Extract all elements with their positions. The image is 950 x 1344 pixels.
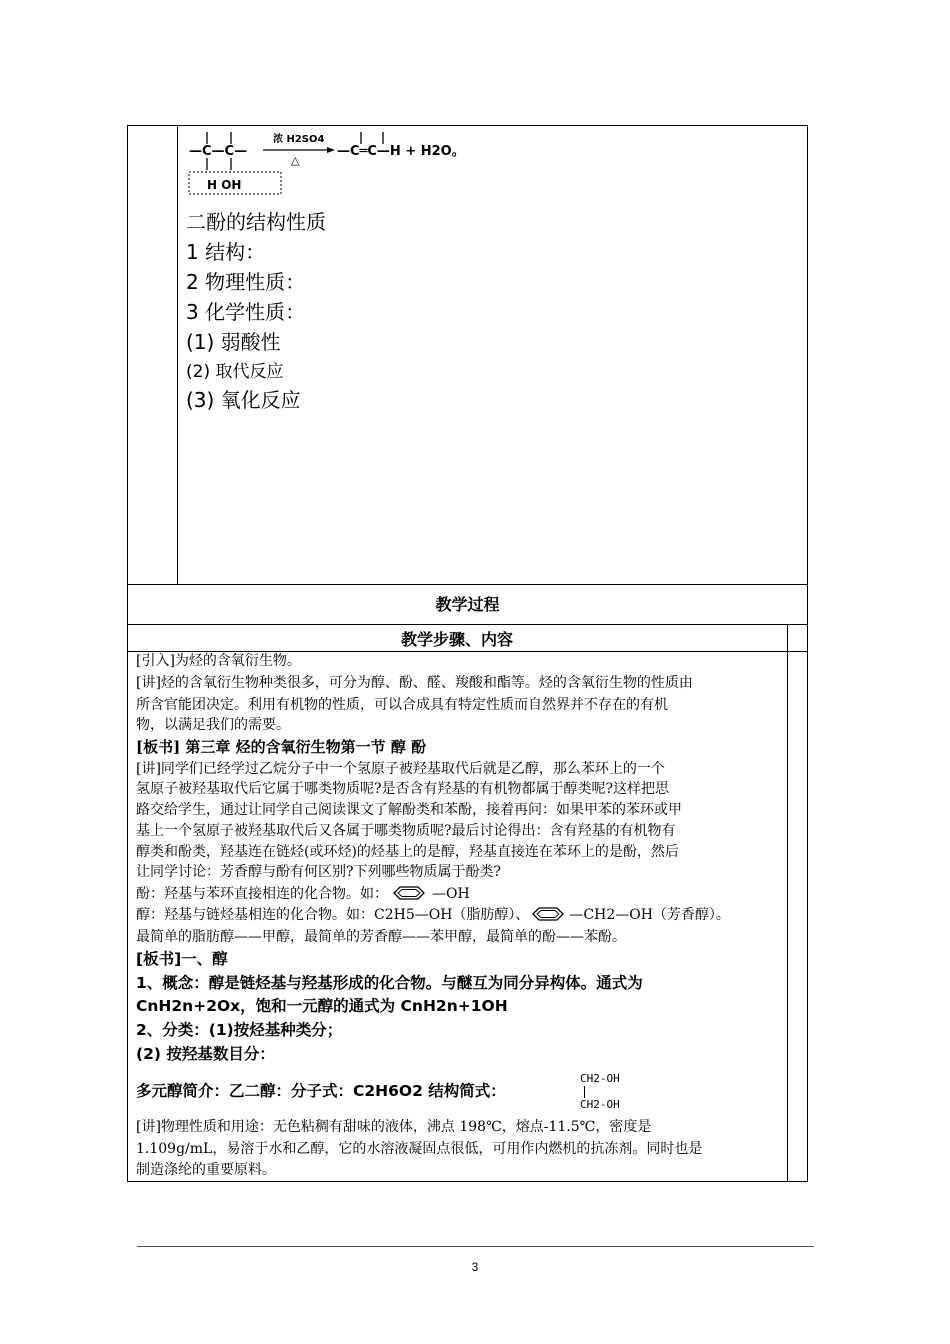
item-chemical: 3 化学性质：	[186, 300, 306, 324]
line-lecture-9: 让同学讨论：芳香醇与酚有何区别?下列哪些物质属于酚类?	[136, 864, 502, 880]
phenol-heading: 二酚的结构性质	[186, 210, 326, 234]
row-divider-1	[127, 584, 808, 585]
aromatic-alcohol-text: —CH2—OH（芳香醇）。	[569, 907, 730, 923]
phenol-def-text: 酚：羟基与苯环直接相连的化合物。如：	[136, 886, 388, 902]
ethylene-glycol-structure	[580, 1072, 640, 1116]
table-border-bottom	[127, 1181, 808, 1182]
line-board-chapter: [板书] 第三章 烃的含氧衍生物第一节 醇 酚	[136, 738, 427, 756]
svg-text:浓 H2SO4: 浓 H2SO4	[273, 134, 325, 145]
benzene-ring-icon	[388, 886, 432, 900]
section-title: 教学过程	[435, 595, 500, 614]
row-divider-2	[127, 624, 808, 625]
svg-text:—C—C—: —C—C—	[189, 144, 248, 159]
svg-text:H OH: H OH	[207, 178, 242, 192]
col-divider-a	[787, 624, 788, 1182]
line-properties-1: [讲]物理性质和用途：无色粘稠有甜味的液体，沸点 198℃，熔点-11.5℃，密度是	[136, 1119, 652, 1135]
reaction-drawing	[185, 128, 485, 200]
item-weak-acid: (1) 弱酸性	[186, 330, 281, 354]
structure-bond	[584, 1086, 585, 1098]
line-properties-2: 1.109g/mL，易溶于水和乙醇，它的水溶液凝固点很低，可用作内燃机的抗冻剂。同时也是	[136, 1141, 703, 1157]
line-lecture-8: 醇类和酚类，羟基连在链烃(或环烃)的烃基上的是醇，羟基直接连在苯环上的是酚，然后	[136, 844, 679, 860]
footer-rule	[137, 1246, 814, 1247]
line-classification-1: 2、分类：(1)按烃基种类分；	[136, 1021, 343, 1039]
structure-bottom: CH2-OH	[580, 1098, 620, 1111]
table-border-right	[807, 125, 808, 1182]
line-alcohol-def	[136, 906, 730, 925]
svg-text:△: △	[291, 154, 300, 167]
line-simplest: 最简单的脂肪醇——甲醇，最简单的芳香醇——苯甲醇，最简单的酚——苯酚。	[136, 929, 626, 945]
table-border-top	[127, 125, 808, 126]
reaction-equation	[185, 128, 485, 200]
phenol-oh: —OH	[432, 886, 470, 902]
line-lecture-5: 氢原子被羟基取代后它属于哪类物质呢?是否含有羟基的有机物都属于醇类呢?这样把思	[136, 781, 670, 797]
line-lecture-6: 路交给学生，通过让同学自己阅读课文了解酚类和苯酚，接着再问：如果甲苯的苯环或甲	[136, 802, 682, 818]
line-board-alcohol: [板书]一、醇	[136, 950, 228, 968]
line-lecture-2: 所含官能团决定。利用有机物的性质，可以合成具有特定性质而自然界并不存在的有机	[136, 697, 668, 713]
benzene-ring-icon	[529, 907, 569, 921]
table-inner-vertical	[177, 125, 178, 584]
line-concept: 1、概念：醇是链烃基与羟基形成的化合物。与醚互为同分异构体。通式为	[136, 974, 643, 992]
item-oxidation: (3) 氧化反应	[186, 388, 301, 412]
structure-top: CH2-OH	[580, 1072, 620, 1085]
item-structure: 1 结构：	[186, 240, 266, 264]
svg-text:—C═C—H + H2O。: —C═C—H + H2O。	[337, 144, 465, 159]
subsection-title: 教学步骤、内容	[400, 630, 513, 649]
item-substitution: (2) 取代反应	[186, 362, 284, 382]
line-lecture-4: [讲]同学们已经学过乙烷分子中一个氢原子被羟基取代后就是乙醇，那么苯环上的一个	[136, 761, 665, 777]
line-lecture-3: 物，以满足我们的需要。	[136, 717, 290, 733]
line-lecture-7: 基上一个氢原子被羟基取代后又各属于哪类物质呢?最后讨论得出：含有羟基的有机物有	[136, 823, 676, 839]
line-formula: CnH2n+2Ox，饱和一元醇的通式为 CnH2n+1OH	[136, 997, 508, 1015]
line-intro: [引入]为烃的含氧衍生物。	[136, 653, 301, 669]
line-phenol-def	[136, 885, 470, 904]
alcohol-def-text: 醇：羟基与链烃基相连的化合物。如：C2H5—OH（脂肪醇）、	[136, 907, 530, 923]
line-polyol: 多元醇简介：乙二醇：分子式：C2H6O2 结构简式：	[136, 1082, 506, 1100]
line-classification-2: (2) 按羟基数目分：	[136, 1045, 275, 1063]
table-border-left	[127, 125, 128, 1182]
line-lecture-1: [讲]烃的含氧衍生物种类很多，可分为醇、酚、醛、羧酸和酯等。烃的含氧衍生物的性质由	[136, 675, 693, 691]
line-properties-3: 制造涤纶的重要原料。	[136, 1162, 276, 1178]
item-physical: 2 物理性质：	[186, 270, 306, 294]
page-number: 3	[471, 1260, 479, 1274]
